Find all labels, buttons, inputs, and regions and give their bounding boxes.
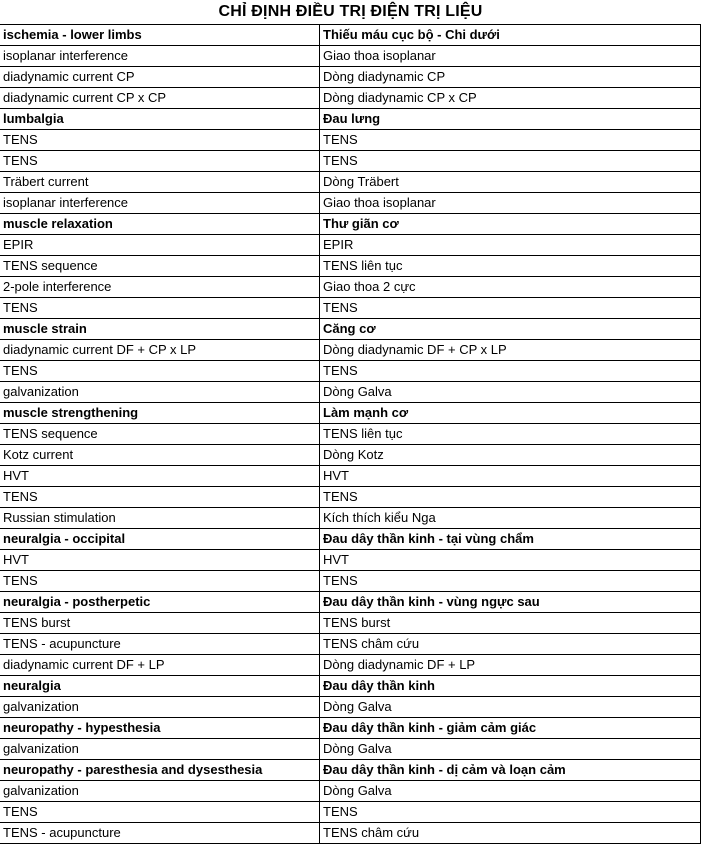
cell-vietnamese[interactable]: TENS [320, 130, 701, 151]
section-header-english[interactable]: neuropathy - paresthesia and dysesthesia [0, 760, 320, 781]
table-row [0, 88, 701, 109]
cell-vietnamese[interactable]: Dòng diadynamic CP [320, 67, 701, 88]
cell-vietnamese[interactable]: Giao thoa isoplanar [320, 193, 701, 214]
cell-vietnamese[interactable]: Dòng Galva [320, 739, 701, 760]
section-header-row [0, 760, 701, 781]
table-row [0, 445, 701, 466]
cell-english[interactable]: diadynamic current DF + CP x LP [0, 340, 320, 361]
section-header-vietnamese[interactable]: Thiếu máu cục bộ - Chi dưới [320, 25, 701, 46]
cell-english[interactable]: TENS sequence [0, 424, 320, 445]
cell-english[interactable]: TENS [0, 130, 320, 151]
cell-english[interactable]: TENS - acupuncture [0, 634, 320, 655]
table-row [0, 151, 701, 172]
section-header-vietnamese[interactable]: Đau dây thần kinh - tại vùng chẩm [320, 529, 701, 550]
cell-vietnamese[interactable]: Dòng Galva [320, 382, 701, 403]
table-row [0, 508, 701, 529]
cell-english[interactable]: diadynamic current CP x CP [0, 88, 320, 109]
cell-vietnamese[interactable]: TENS liên tục [320, 424, 701, 445]
cell-english[interactable]: 2-pole interference [0, 277, 320, 298]
table-row [0, 424, 701, 445]
table-row [0, 802, 701, 823]
section-header-vietnamese[interactable]: Đau dây thần kinh - giảm cảm giác [320, 718, 701, 739]
cell-english[interactable]: TENS [0, 151, 320, 172]
table-row [0, 697, 701, 718]
cell-vietnamese[interactable]: EPIR [320, 235, 701, 256]
table-row [0, 256, 701, 277]
cell-english[interactable]: TENS - acupuncture [0, 823, 320, 844]
cell-english[interactable]: isoplanar interference [0, 46, 320, 67]
page-title: CHỈ ĐỊNH ĐIỀU TRỊ ĐIỆN TRỊ LIỆU [0, 0, 701, 25]
cell-vietnamese[interactable]: TENS châm cứu [320, 634, 701, 655]
section-header-vietnamese[interactable]: Thư giãn cơ [320, 214, 701, 235]
cell-vietnamese[interactable]: TENS châm cứu [320, 823, 701, 844]
cell-vietnamese[interactable]: HVT [320, 550, 701, 571]
section-header-vietnamese[interactable]: Đau dây thần kinh - dị cảm và loạn cảm [320, 760, 701, 781]
table-row [0, 172, 701, 193]
table-row [0, 466, 701, 487]
table-row [0, 130, 701, 151]
cell-vietnamese[interactable]: Dòng diadynamic DF + LP [320, 655, 701, 676]
section-header-row [0, 109, 701, 130]
cell-english[interactable]: isoplanar interference [0, 193, 320, 214]
cell-english[interactable]: galvanization [0, 781, 320, 802]
cell-english[interactable]: TENS [0, 298, 320, 319]
indication-table [0, 25, 701, 844]
cell-english[interactable]: HVT [0, 550, 320, 571]
section-header-row [0, 592, 701, 613]
cell-english[interactable]: HVT [0, 466, 320, 487]
section-header-row [0, 214, 701, 235]
section-header-english[interactable]: muscle strain [0, 319, 320, 340]
cell-vietnamese[interactable]: TENS [320, 151, 701, 172]
cell-vietnamese[interactable]: Giao thoa isoplanar [320, 46, 701, 67]
cell-vietnamese[interactable]: Kích thích kiểu Nga [320, 508, 701, 529]
cell-english[interactable]: galvanization [0, 697, 320, 718]
section-header-row [0, 676, 701, 697]
section-header-row [0, 319, 701, 340]
indication-table-body [0, 25, 701, 844]
table-row [0, 655, 701, 676]
cell-english[interactable]: Kotz current [0, 445, 320, 466]
cell-vietnamese[interactable]: TENS [320, 361, 701, 382]
cell-vietnamese[interactable]: Dòng Galva [320, 697, 701, 718]
section-header-english[interactable]: neuralgia [0, 676, 320, 697]
cell-english[interactable]: TENS sequence [0, 256, 320, 277]
table-row [0, 277, 701, 298]
section-header-row [0, 718, 701, 739]
cell-english[interactable]: TENS [0, 802, 320, 823]
table-row [0, 382, 701, 403]
cell-english[interactable]: galvanization [0, 382, 320, 403]
cell-vietnamese[interactable]: TENS [320, 487, 701, 508]
cell-english[interactable]: TENS burst [0, 613, 320, 634]
cell-english[interactable]: EPIR [0, 235, 320, 256]
section-header-english[interactable]: neuropathy - hypesthesia [0, 718, 320, 739]
cell-english[interactable]: TENS [0, 487, 320, 508]
section-header-vietnamese[interactable]: Đau lưng [320, 109, 701, 130]
section-header-vietnamese[interactable]: Căng cơ [320, 319, 701, 340]
table-row [0, 46, 701, 67]
table-row [0, 361, 701, 382]
cell-english[interactable]: TENS [0, 361, 320, 382]
cell-vietnamese[interactable]: TENS [320, 298, 701, 319]
cell-vietnamese[interactable]: Dòng Galva [320, 781, 701, 802]
cell-english[interactable]: galvanization [0, 739, 320, 760]
section-header-vietnamese[interactable]: Đau dây thần kinh - vùng ngực sau [320, 592, 701, 613]
table-row [0, 298, 701, 319]
section-header-english[interactable]: neuralgia - postherpetic [0, 592, 320, 613]
cell-vietnamese[interactable]: TENS liên tục [320, 256, 701, 277]
section-header-english[interactable]: neuralgia - occipital [0, 529, 320, 550]
cell-english[interactable]: diadynamic current CP [0, 67, 320, 88]
table-row [0, 571, 701, 592]
table-row [0, 823, 701, 844]
table-row [0, 340, 701, 361]
cell-vietnamese[interactable]: TENS [320, 802, 701, 823]
table-row [0, 487, 701, 508]
table-row [0, 550, 701, 571]
cell-vietnamese[interactable]: HVT [320, 466, 701, 487]
section-header-english[interactable]: lumbalgia [0, 109, 320, 130]
table-row [0, 613, 701, 634]
cell-english[interactable]: Träbert current [0, 172, 320, 193]
section-header-row [0, 403, 701, 424]
cell-vietnamese[interactable]: Dòng Kotz [320, 445, 701, 466]
section-header-row [0, 25, 701, 46]
section-header-vietnamese[interactable]: Đau dây thần kinh [320, 676, 701, 697]
table-row [0, 193, 701, 214]
cell-english[interactable]: Russian stimulation [0, 508, 320, 529]
cell-vietnamese[interactable]: TENS burst [320, 613, 701, 634]
cell-vietnamese[interactable]: Dòng diadynamic DF + CP x LP [320, 340, 701, 361]
table-row [0, 739, 701, 760]
cell-vietnamese[interactable]: Dòng diadynamic CP x CP [320, 88, 701, 109]
cell-vietnamese[interactable]: Giao thoa 2 cực [320, 277, 701, 298]
cell-english[interactable]: TENS [0, 571, 320, 592]
cell-vietnamese[interactable]: TENS [320, 571, 701, 592]
table-row [0, 67, 701, 88]
section-header-english[interactable]: muscle strengthening [0, 403, 320, 424]
section-header-vietnamese[interactable]: Làm mạnh cơ [320, 403, 701, 424]
section-header-english[interactable]: muscle relaxation [0, 214, 320, 235]
cell-english[interactable]: diadynamic current DF + LP [0, 655, 320, 676]
section-header-row [0, 529, 701, 550]
cell-vietnamese[interactable]: Dòng Träbert [320, 172, 701, 193]
table-row [0, 634, 701, 655]
table-row [0, 235, 701, 256]
table-row [0, 781, 701, 802]
section-header-english[interactable]: ischemia - lower limbs [0, 25, 320, 46]
